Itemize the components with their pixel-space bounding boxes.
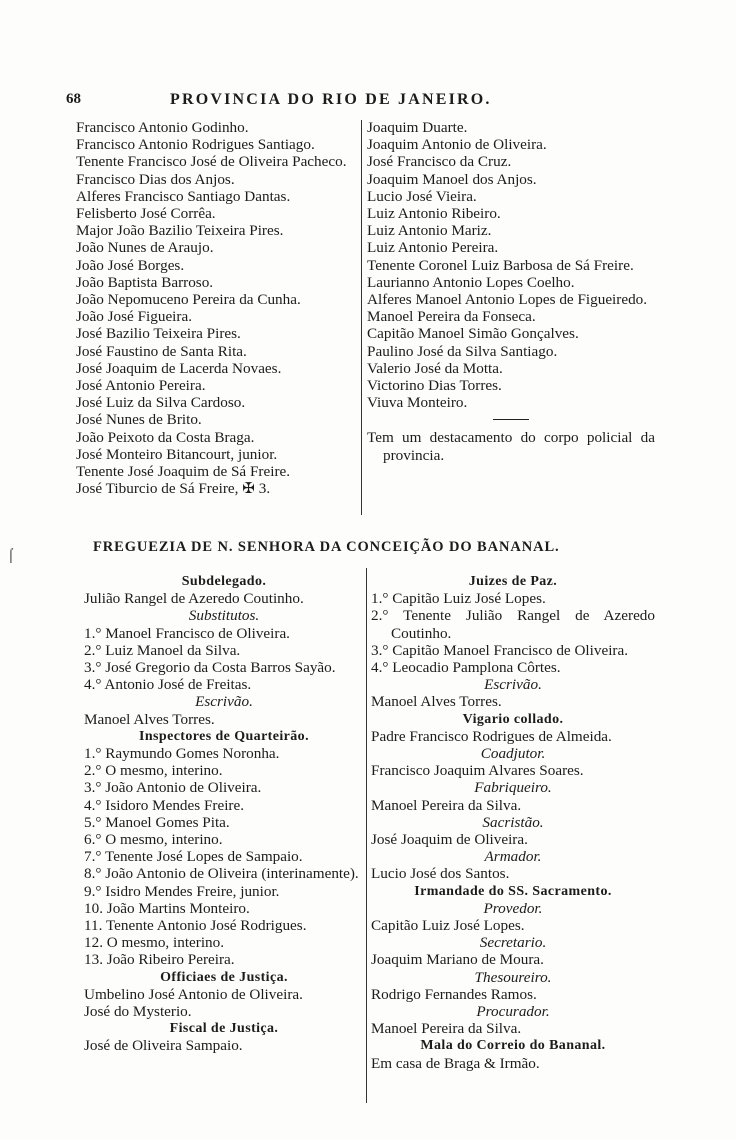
list-item: 6.° O mesmo, interino.: [84, 831, 223, 849]
list-item: João José Figueira.: [76, 308, 192, 326]
mala-heading: Mala do Correio do Bananal.: [420, 1038, 606, 1054]
list-item: Tenente José Joaquim de Sá Freire.: [76, 463, 291, 481]
list-item: Francisco Antonio Rodrigues Santiago.: [76, 136, 315, 154]
list-item: José Luiz da Silva Cardoso.: [76, 394, 246, 412]
list-item: José do Mysterio.: [84, 1003, 192, 1021]
column-divider-bottom: [366, 568, 367, 1103]
list-item: Em casa de Braga & Irmão.: [371, 1054, 540, 1072]
thesoureiro-heading: Thesoureiro.: [474, 968, 552, 986]
substitutos-heading: Substitutos.: [188, 607, 260, 625]
list-item: José Nunes de Brito.: [76, 411, 202, 429]
list-item: Lucio José Vieira.: [367, 187, 477, 205]
list-item: José Tiburcio de Sá Freire, ✠ 3.: [76, 480, 271, 498]
top-right-column: [367, 119, 655, 464]
list-item: 4.° Isidoro Mendes Freire.: [84, 796, 245, 814]
list-item: Victorino Dias Torres.: [367, 377, 502, 395]
irmandade-heading: Irmandade do SS. Sacramento.: [414, 883, 612, 899]
top-left-column: [76, 119, 360, 497]
list-item: 1.° Capitão Luiz José Lopes.: [371, 590, 546, 608]
list-item: Joaquim Mariano de Moura.: [371, 951, 544, 969]
list-item: Joaquim Duarte.: [367, 119, 468, 136]
list-item: Tenente Coronel Luiz Barbosa de Sá Freire.: [367, 256, 634, 274]
officiaes-heading: Officiaes de Justiça.: [160, 969, 288, 985]
list-item: Laurianno Antonio Lopes Coelho.: [367, 273, 575, 291]
secretario-heading: Secretario.: [479, 934, 547, 952]
list-item: Francisco Antonio Godinho.: [76, 119, 249, 136]
fabriqueiro-heading: Fabriqueiro.: [474, 779, 552, 797]
fiscal-heading: Fiscal de Justiça.: [169, 1021, 279, 1037]
list-item: 1.° Manoel Francisco de Oliveira.: [84, 624, 290, 642]
list-item: João José Borges.: [76, 256, 185, 274]
list-item: Paulino José da Silva Santiago.: [367, 342, 558, 360]
list-item: José Bazilio Teixeira Pires.: [76, 325, 241, 343]
list-item: Joaquim Antonio de Oliveira.: [367, 136, 547, 154]
list-item: Major João Bazilio Teixeira Pires.: [76, 222, 284, 240]
running-header: [66, 91, 656, 111]
list-item: José Joaquim de Lacerda Novaes.: [76, 359, 282, 377]
list-item: 4.° Antonio José de Freitas.: [84, 676, 252, 694]
page-number: 68: [66, 91, 81, 107]
list-item: 10. João Martins Monteiro.: [84, 899, 250, 917]
juizes-heading: Juizes de Paz.: [468, 574, 558, 589]
list-item: 3.° Capitão Manoel Francisco de Oliveira.: [371, 641, 629, 659]
list-item: 2.° O mesmo, interino.: [84, 762, 223, 780]
list-item: Alferes Francisco Santiago Dantas.: [76, 187, 291, 205]
section-title: FREGUEZIA DE N. SENHORA DA CONCEIÇÃO DO BANANAL.: [93, 539, 560, 555]
vigario-heading: Vigario collado.: [462, 711, 564, 727]
list-item: Umbelino José Antonio de Oliveira.: [84, 985, 303, 1003]
list-item: Joaquim Manoel dos Anjos.: [367, 170, 537, 188]
list-item: Capitão Manoel Simão Gonçalves.: [367, 325, 579, 343]
list-item: Francisco Joaquim Alvares Soares.: [371, 762, 584, 780]
list-item: Padre Francisco Rodrigues de Almeida.: [371, 727, 612, 745]
note-policia: Tem um destacamento do corpo policial da provincia.: [367, 429, 655, 464]
escrivao-heading: Escrivão.: [484, 676, 542, 694]
procurador-heading: Procurador.: [476, 1003, 550, 1021]
list-item: José Joaquim de Oliveira.: [371, 831, 528, 849]
list-item: Luiz Antonio Ribeiro.: [367, 205, 501, 223]
list-item: Manoel Alves Torres.: [84, 710, 215, 728]
margin-mark: ⌠: [7, 547, 15, 562]
list-item: 5.° Manoel Gomes Pita.: [84, 813, 230, 831]
list-item: 7.° Tenente José Lopes de Sampaio.: [84, 848, 303, 866]
list-item: Luiz Antonio Mariz.: [367, 222, 492, 240]
list-item: 2.° Luiz Manoel da Silva.: [84, 641, 241, 659]
list-item: João Peixoto da Costa Braga.: [76, 428, 255, 446]
list-item: 13. João Ribeiro Pereira.: [84, 951, 235, 969]
list-item: Manoel Pereira da Fonseca.: [367, 308, 536, 326]
list-item: 3.° João Antonio de Oliveira.: [84, 779, 262, 797]
subdelegado-heading: Subdelegado.: [181, 574, 267, 589]
coadjutor-heading: Coadjutor.: [480, 745, 546, 763]
list-item: João Nepomuceno Pereira da Cunha.: [76, 291, 301, 309]
column-divider-top: [361, 120, 362, 515]
list-item: Valerio José da Motta.: [367, 359, 503, 377]
right-column: [371, 573, 655, 1072]
list-item: 4.° Leocadio Pamplona Côrtes.: [371, 659, 561, 677]
inspectores-heading: Inspectores de Quarteirão.: [139, 728, 309, 744]
list-item: Julião Rangel de Azeredo Coutinho.: [84, 590, 304, 608]
list-item: 8.° João Antonio de Oliveira (interinamente).: [84, 865, 359, 883]
list-item: 1.° Raymundo Gomes Noronha.: [84, 745, 280, 763]
escrivao-heading: Escrivão.: [195, 693, 253, 711]
list-item: 12. O mesmo, interino.: [84, 934, 225, 952]
list-item: Lucio José dos Santos.: [371, 865, 510, 883]
list-item: José Antonio Pereira.: [76, 377, 206, 395]
list-item: João Baptista Barroso.: [76, 273, 214, 291]
running-title: PROVINCIA DO RIO DE JANEIRO.: [170, 91, 492, 108]
armador-heading: Armador.: [484, 848, 542, 866]
list-item: Manoel Pereira da Silva.: [371, 796, 522, 814]
list-item: José de Oliveira Sampaio.: [84, 1037, 243, 1055]
list-item: Felisberto José Corrêa.: [76, 205, 216, 223]
list-item: Manoel Pereira da Silva.: [371, 1020, 522, 1038]
list-item: Luiz Antonio Pereira.: [367, 239, 499, 257]
provedor-heading: Provedor.: [483, 899, 543, 917]
list-item: Capitão Luiz José Lopes.: [371, 917, 525, 935]
list-item: 11. Tenente Antonio José Rodrigues.: [84, 917, 307, 935]
sacristao-heading: Sacristão.: [482, 813, 544, 831]
list-item: Rodrigo Fernandes Ramos.: [371, 985, 537, 1003]
list-item: José Monteiro Bitancourt, junior.: [76, 445, 278, 463]
list-item: 2.° Tenente Julião Rangel de Azeredo Coutinho.: [371, 607, 655, 642]
list-item: Francisco Dias dos Anjos.: [76, 170, 235, 188]
list-item: João Nunes de Araujo.: [76, 239, 214, 257]
list-item: José Francisco da Cruz.: [367, 153, 512, 171]
short-rule: [493, 419, 529, 420]
list-item: José Faustino de Santa Rita.: [76, 342, 247, 360]
list-item: 9.° Isidro Mendes Freire, junior.: [84, 882, 280, 900]
list-item: Viuva Monteiro.: [367, 394, 468, 412]
list-item: Manoel Alves Torres.: [371, 693, 502, 711]
list-item: Tenente Francisco José de Oliveira Pacheco.: [76, 153, 347, 171]
left-column: [84, 573, 364, 1055]
list-item: Alferes Manoel Antonio Lopes de Figueiredo.: [367, 291, 648, 309]
list-item: 3.° José Gregorio da Costa Barros Sayão.: [84, 659, 336, 677]
